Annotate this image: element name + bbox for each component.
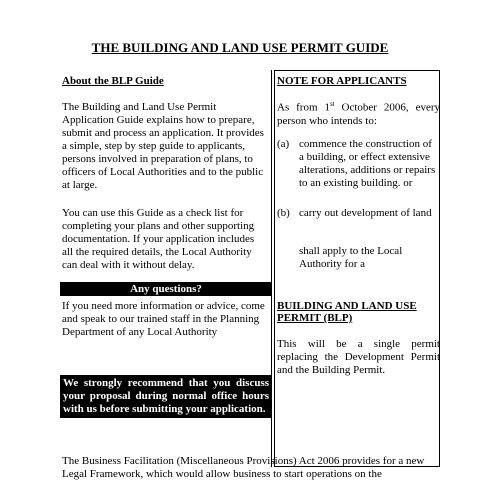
footer-paragraph: The Business Facilitation (Miscellaneous Provisions) Act 2006 provides for a new Legal Framework, which would allow business to start operations on the [62, 455, 425, 480]
questions-bar: Any questions? [60, 282, 272, 296]
note-intro [277, 98, 440, 128]
about-paragraph-2: You can use this Guide as a check list for completing your plans and other supporting documentation. If your application includes all the required details, the Local Authority can deal with it without delay. [62, 207, 255, 271]
apply-text: shall apply to the Local Authority for a [299, 245, 403, 270]
note-heading: NOTE FOR APPLICANTS [277, 75, 407, 87]
note-intro-sup: st [329, 100, 335, 108]
note-intro-post: October 2006, every person who intends to: [277, 101, 440, 127]
about-heading: About the BLP Guide [62, 75, 164, 87]
document-title: THE BUILDING AND LAND USE PERMIT GUIDE [91, 40, 389, 55]
recommend-box: We strongly recommend that you discuss your proposal during normal office hours with us before submitting your application. [60, 375, 272, 418]
list-item-a [277, 138, 437, 190]
item-b-marker: (b) [277, 207, 290, 219]
list-item-b [277, 207, 437, 220]
item-a-text: commence the construction of a building, or effect extensive alterations, additions or repairs to an existing building. or [299, 138, 436, 189]
item-a-marker: (a) [277, 138, 290, 150]
blp-paragraph: This will be a single permit replacing the Development Permit and the Building Permit. [277, 338, 440, 376]
questions-paragraph: If you need more information or advice, come and speak to our trained staff in the Planning Department of any Local Authority [62, 300, 265, 338]
note-intro-pre: As from 1 [277, 101, 330, 114]
blp-heading: BUILDING AND LAND USE PERMIT (BLP) [277, 300, 417, 324]
about-paragraph-1: The Building and Land Use Permit Application Guide explains how to prepare, submit and process an application. It provides a simple, step by step guide to applicants, persons involved in preparation of plans, to officers of Local Authorities and to the public at large. [62, 101, 264, 191]
item-b-text: carry out development of land [299, 207, 432, 219]
